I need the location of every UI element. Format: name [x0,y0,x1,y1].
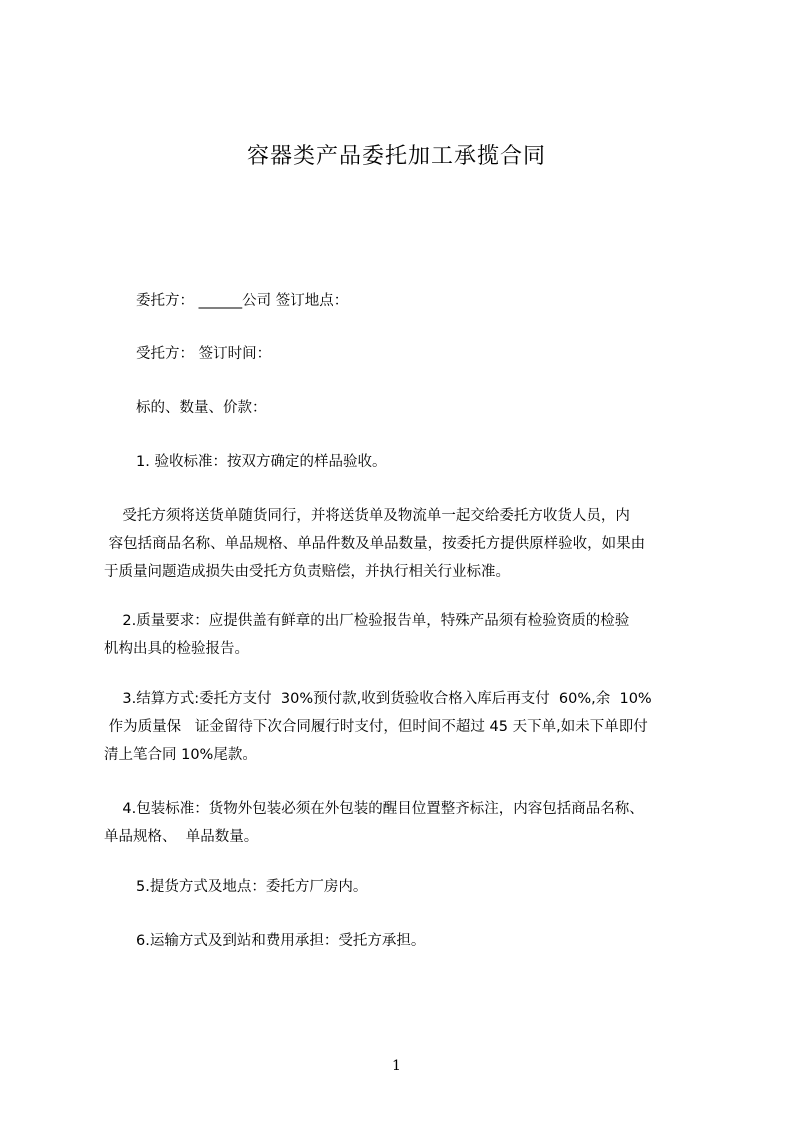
clause-3-line-3: 清上笔合同 10%尾款。 [104,747,257,763]
subject-line: 标的、数量、价款： [136,400,267,416]
clause-1-line-1: 受托方须将送货单随货同行，并将送货单及物流单一起交给委托方收货人员，内 [104,508,630,524]
clause-4-line-1: 4.包装标准：货物外包装必须在外包装的醒目位置整齐标注，内容包括商品名称、 [104,801,644,817]
clause-2-line-1: 2.质量要求：应提供盖有鲜章的出厂检验报告单，特殊产品须有检验资质的检验 [104,613,630,629]
clause-3-paragraph [104,685,704,769]
clause-1-line-3: 于质量问题造成损失由受托方负责赔偿，并执行相关行业标准。 [104,564,510,580]
clause-5-line: 5.提货方式及地点：委托方厂房内。 [136,879,368,895]
clause-4-paragraph [104,795,704,851]
clause-2-paragraph [104,607,704,663]
clause-1-paragraph [104,502,704,586]
document-title: 容器类产品委托加工承揽合同 [246,144,546,169]
page-number: 1 [392,1058,401,1074]
clause-4-line-2: 单品规格、 单品数量。 [104,829,259,845]
clause-1-line-2: 容包括商品名称、单品规格、单品件数及单品数量，按委托方提供原样验收，如果由 [104,536,646,552]
contractor-line: 受托方： 签订时间： [136,346,272,362]
clause-6-line: 6.运输方式及到站和费用承担：受托方承担。 [136,933,426,949]
client-line: 委托方： ______公司 签订地点： [136,293,349,309]
clause-2-line-2: 机构出具的检验报告。 [104,641,249,657]
clause-1-heading: 1. 验收标准：按双方确定的样品验收。 [136,454,387,470]
clause-3-line-1: 3.结算方式:委托方支付 30%预付款,收到货验收合格入库后再支付 60%,余 10% [104,691,652,707]
clause-3-line-2: 作为质量保 证金留待下次合同履行时支付，但时间不超过 45 天下单,如未下单即付 [104,719,648,735]
